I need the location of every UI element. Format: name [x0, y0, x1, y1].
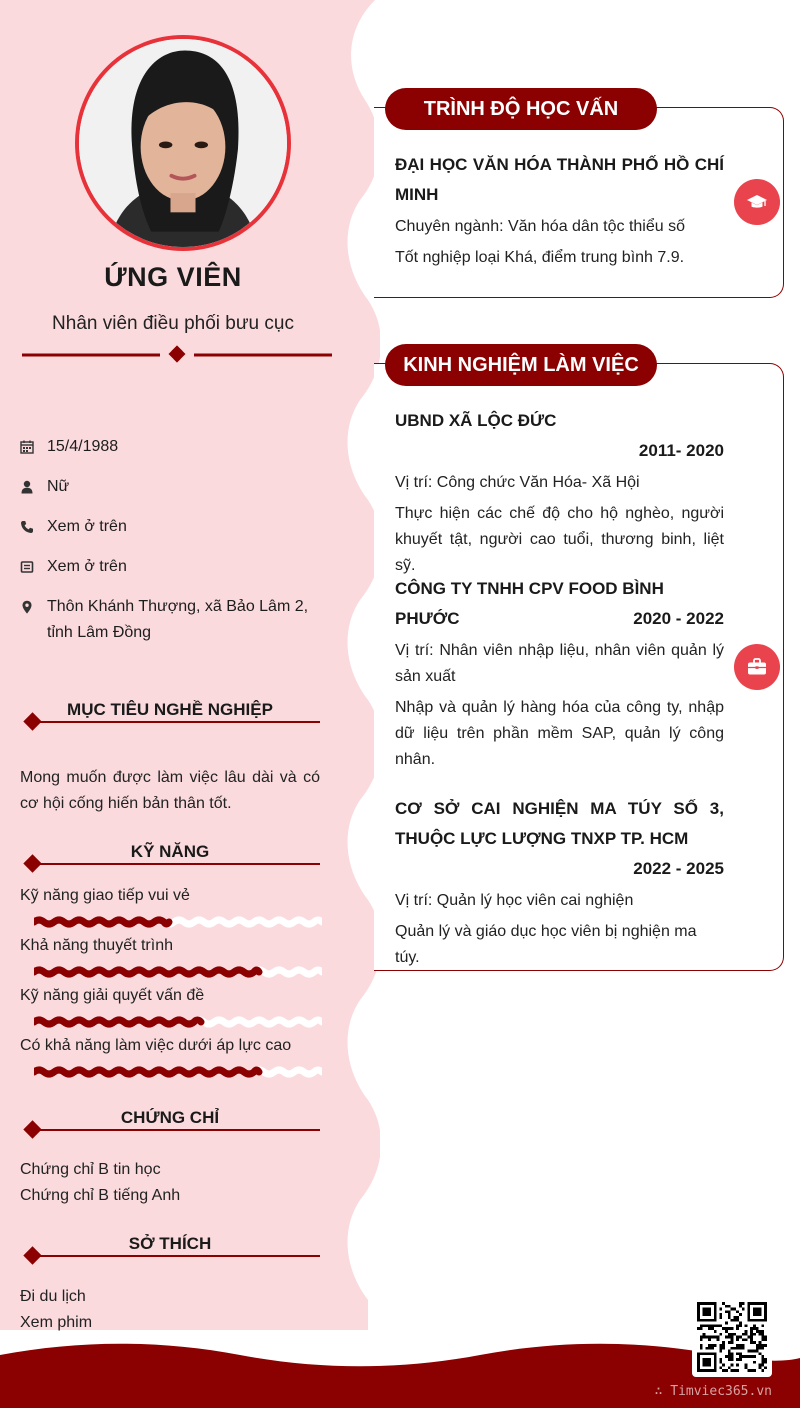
skill-name: Kỹ năng giải quyết vấn đề [20, 987, 205, 1004]
avatar [75, 35, 291, 251]
job-company: UBND XÃ LỘC ĐỨC [395, 411, 557, 430]
hobbies-section-title [20, 1234, 320, 1266]
education-school: ĐẠI HỌC VĂN HÓA THÀNH PHỐ HỒ CHÍ MINH [395, 155, 724, 204]
skills-title: KỸ NĂNG [130, 842, 210, 861]
qr-code[interactable] [692, 1297, 772, 1377]
hobbies-title: SỞ THÍCH [128, 1234, 212, 1253]
contact-birthday-value: 15/4/1988 [47, 438, 119, 455]
contact-address [20, 594, 320, 646]
contact-gender [20, 474, 320, 500]
skill-bar-fill [34, 1070, 259, 1074]
education-result: Tốt nghiệp loại Khá, điểm trung bình 7.9. [395, 249, 685, 266]
candidate-name: ỨNG VIÊN [104, 262, 242, 292]
skill-level-bar [34, 1016, 322, 1028]
job-company: CÔNG TY TNHH CPV FOOD BÌNH PHƯỚC [395, 579, 664, 628]
skills-section-title [20, 842, 320, 874]
objective-text: Mong muốn được làm việc lâu dài và có cơ hội cống hiến bản thân tốt. [20, 769, 320, 812]
skill-name: Kỹ năng giao tiếp vui vẻ [20, 887, 190, 904]
watermark-text: ∴ Timviec365.vn [654, 1384, 772, 1399]
contact-gender-value: Nữ [47, 478, 70, 495]
job-description: Nhập và quản lý hàng hóa của công ty, nhập dữ liệu trên phần mềm SAP, quản lý công nhân. [395, 699, 724, 768]
contact-birthday [20, 434, 320, 460]
skill-bar-fill [34, 970, 259, 974]
certificates-title: CHỨNG CHỈ [120, 1108, 220, 1127]
job-role: Vị trí: Công chức Văn Hóa- Xã Hội [395, 474, 640, 491]
hobby-item: Xem phim [20, 1314, 93, 1331]
certificates-section-title [20, 1108, 320, 1140]
name-divider [22, 345, 332, 365]
skill-name: Khả năng thuyết trình [20, 937, 173, 954]
user-icon [20, 474, 47, 500]
contact-email-value: Xem ở trên [47, 558, 127, 575]
job-period: 2022 - 2025 [633, 859, 724, 878]
job-description: Quản lý và giáo dục học viên bị nghiện ma túy. [395, 923, 697, 966]
job-role: Vị trí: Quản lý học viên cai nghiện [395, 892, 634, 909]
experience-section-title: KINH NGHIỆM LÀM VIỆC [385, 344, 657, 386]
skill-bar-fill [34, 1020, 201, 1024]
job-company: CƠ SỞ CAI NGHIỆN MA TÚY SỐ 3, THUỘC LỰC LƯỢNG TNXP TP. HCM [395, 799, 724, 848]
education-section-title: TRÌNH ĐỘ HỌC VẤN [385, 88, 657, 130]
certificate-item: Chứng chỉ B tiếng Anh [20, 1187, 181, 1204]
contact-email [20, 554, 320, 580]
education-major: Chuyên ngành: Văn hóa dân tộc thiểu số [395, 218, 685, 235]
hobby-item: Đi du lịch [20, 1288, 86, 1305]
job-role: Vị trí: Nhân viên nhập liệu, nhân viên quản lý sản xuất [395, 642, 724, 685]
job-description: Thực hiện các chế độ cho hộ nghèo, người khuyết tật, người cao tuổi, thương binh, liệt sỹ. [395, 505, 724, 574]
contact-phone [20, 514, 320, 540]
location-icon [20, 594, 47, 646]
job-period: 2020 - 2022 [633, 609, 724, 628]
avatar-photo [79, 39, 287, 247]
contact-phone-value: Xem ở trên [47, 518, 127, 535]
email-icon [20, 554, 47, 580]
qr-code-image [697, 1302, 767, 1372]
contact-address-value: Thôn Khánh Thượng, xã Bảo Lâm 2, tỉnh Lâm Đồng [47, 598, 309, 641]
briefcase-icon [734, 644, 780, 690]
calendar-icon [20, 434, 47, 460]
job-period: 2011- 2020 [638, 441, 724, 460]
skill-bar-fill [34, 920, 169, 924]
objective-title: MỤC TIÊU NGHỀ NGHIỆP [67, 700, 273, 719]
certificate-item: Chứng chỉ B tin học [20, 1161, 161, 1178]
skill-name: Có khả năng làm việc dưới áp lực cao [20, 1037, 292, 1054]
skill-level-bar [34, 966, 322, 978]
graduation-cap-icon [734, 179, 780, 225]
skill-level-bar [34, 916, 322, 928]
objective-section-title [20, 700, 320, 732]
phone-icon [20, 514, 47, 540]
skill-level-bar [34, 1066, 322, 1078]
candidate-position: Nhân viên điều phối bưu cục [52, 313, 294, 334]
